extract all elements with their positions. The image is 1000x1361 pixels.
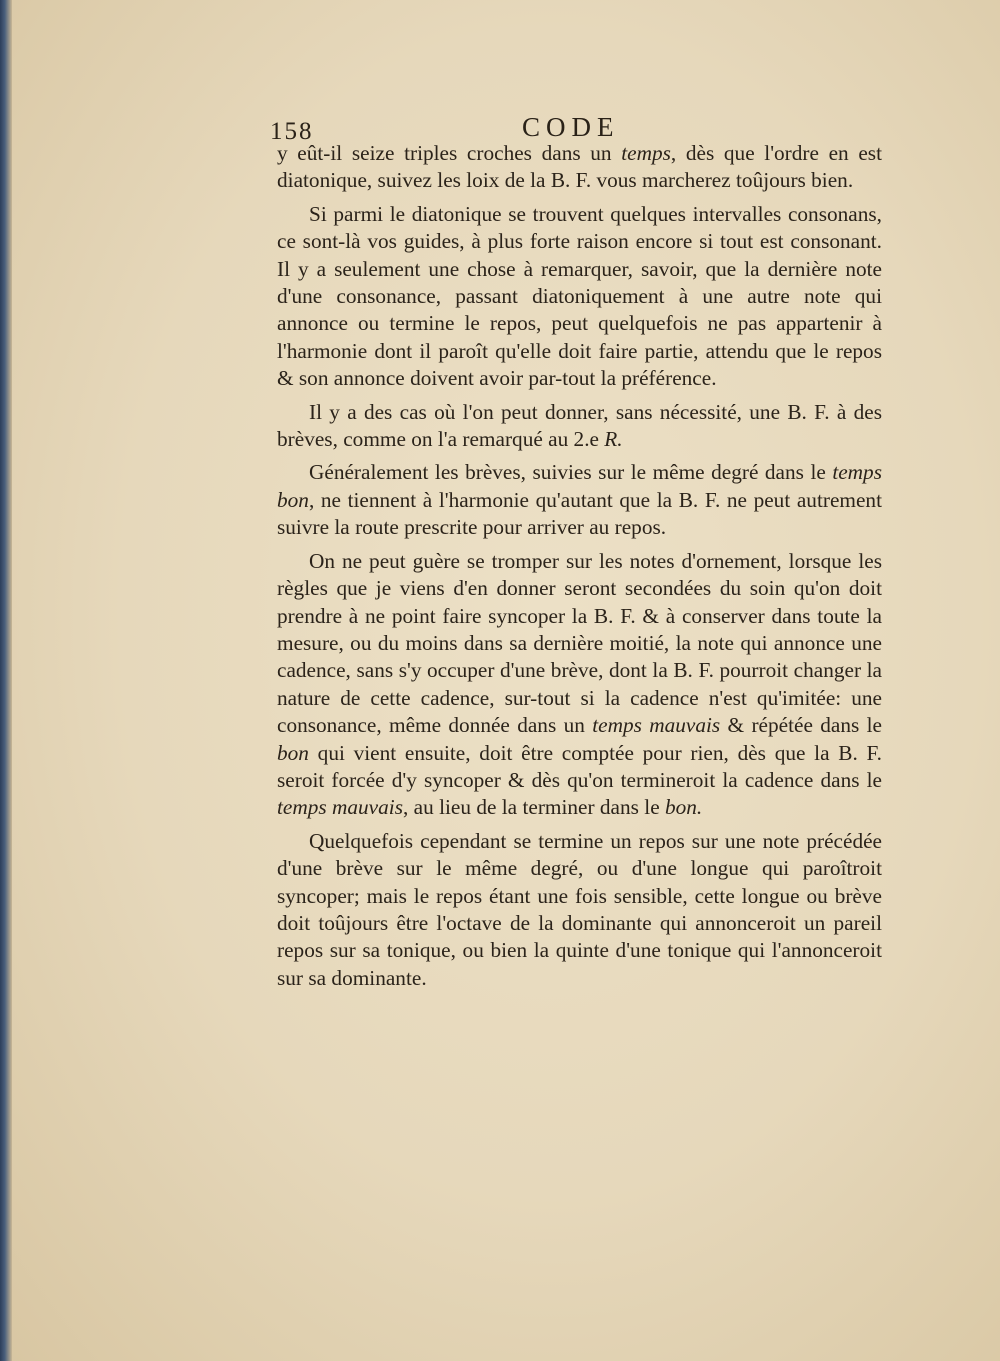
- italic-run: temps mauvais: [277, 795, 403, 820]
- page-number: 158: [270, 118, 314, 145]
- paragraph: [277, 459, 882, 541]
- text-run: qui vient ensuite, doit être comptée pour rien, dès que la B. F. seroit forcée d'y syncoper & dès qu'on termineroit la cadence dans le: [277, 740, 882, 792]
- text-run: y eût-il seize triples croches dans un: [277, 141, 622, 165]
- text-run: , au lieu de la terminer dans le: [403, 795, 665, 820]
- text-run: & répétée dans le: [720, 713, 882, 738]
- text-run: Généralement les brèves, suivies sur le même degré dans le: [309, 460, 833, 485]
- italic-run: temps: [621, 141, 671, 165]
- text-run: Il y a des cas où l'on peut donner, sans nécessité, une B. F. à des brèves, comme on l'a remarqué au 2.e: [277, 399, 882, 452]
- italic-run: temps bon: [277, 460, 882, 512]
- running-title: CODE: [522, 112, 620, 142]
- paragraph: [277, 548, 882, 822]
- text-run: , dès que l'ordre en est diatonique, suivez les loix de la B. F. vous marcherez toûjours bien.: [277, 141, 882, 193]
- italic-run: bon.: [664, 795, 703, 820]
- paragraph: [277, 140, 882, 195]
- italic-run: R.: [604, 427, 623, 452]
- text-run: Si parmi le diatonique se trouvent quelques intervalles consonans, ce sont-là vos guides, à plus forte raison encore si tout est consonant. Il y a seulement une chose à remarquer, savoir, que la dernière note d'une consonance, passant diatoniquement à une autre note qui annonce ou termine le repos, peut quelquefois ne pas appartenir à l'harmonie dont il paroît qu'elle doit faire partie, attendu que le repos & son annonce doivent avoir par-tout la préférence.: [277, 201, 882, 391]
- italic-run: bon: [277, 740, 309, 765]
- italic-run: temps mauvais: [592, 713, 721, 738]
- paragraph: [277, 201, 882, 393]
- text-run: On ne peut guère se tromper sur les notes d'ornement, lorsque les règles que je viens d'en donner seront secondées du soin qu'on doit prendre à ne point faire syncoper la B. F. & à conserver dans toute la mesure, ou du moins dans sa dernière moitié, la note qui annonce une cadence, sans s'y occuper d'une brève, dont la B. F. pourroit changer la nature de cette cadence, sur-tout si la cadence n'est qu'imitée: une consonance, même donnée dans un: [277, 548, 882, 738]
- text-run: Quelquefois cependant se termine un repos sur une note précédée d'une brève sur le même degré, ou d'une longue qui paroîtroit syncoper; mais le repos étant une fois sensible, cette longue ou brève doit toûjours être l'octave de la dominante qui annonceroit un pareil repos sur sa tonique, ou bien la quinte d'une tonique qui l'annonceroit sur sa dominante.: [277, 828, 882, 990]
- paragraph: [277, 399, 882, 454]
- binding-edge: [0, 0, 12, 1361]
- body-text: [277, 140, 882, 998]
- paragraph: [277, 828, 882, 992]
- text-run: , ne tiennent à l'harmonie qu'autant que la B. F. ne peut autrement suivre la route prescrite pour arriver au repos.: [277, 487, 882, 540]
